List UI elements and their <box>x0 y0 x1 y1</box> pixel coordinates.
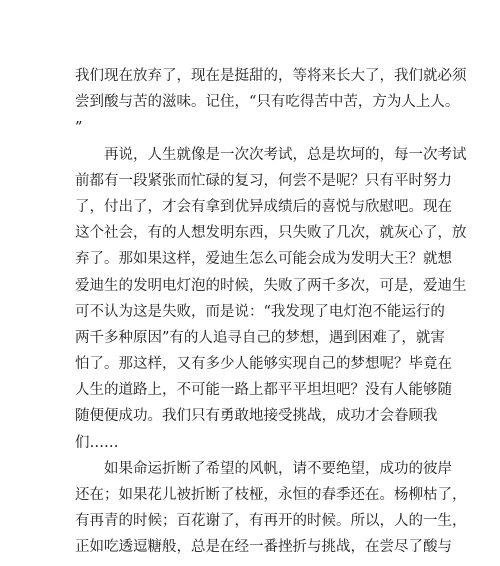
text-line: 爱迪生的发明电灯泡的时候，失败了两千多次，可是，爱迪生 <box>75 277 467 294</box>
text-line: 人生的道路上，不可能一路上都平平坦坦吧？没有人能够随 <box>75 382 452 399</box>
text-line: 可不认为这是失败，而是说：“我发现了电灯泡不能运行的 <box>75 303 445 320</box>
text-line: 随便便成功。我们只有勇敢地接受挑战，成功才会眷顾我 <box>75 408 438 425</box>
text-line: 如果命运折断了希望的风帆，请不要绝望，成功的彼岸 <box>104 460 452 477</box>
text-line: ” <box>75 120 83 137</box>
text-line: 还在；如果花儿被折断了枝桠，永恒的春季还在。杨柳枯了， <box>75 487 467 503</box>
text-line: 再说，人生就像是一次次考试，总是坎坷的，每一次考试 <box>104 146 467 163</box>
document-body <box>75 63 467 561</box>
text-line: 我们现在放弃了，现在是挺甜的，等将来长大了，我们就必须 <box>75 68 467 84</box>
text-line: 有再青的时候；百花谢了，有再开的时候。所以，人的一生， <box>75 513 467 530</box>
text-line: 了，付出了，才会有拿到优异成绩后的喜悦与欣慰吧。现在 <box>75 198 452 215</box>
text-line: 怕了。那这样，又有多少人能够实现自己的梦想呢？毕竟在 <box>75 356 452 373</box>
text-line: 前都有一段紧张而忙碌的复习，何尝不是呢？只有平时努力 <box>75 172 452 189</box>
text-line: 正如吃透逗糖般，总是在经一番挫折与挑战，在尝尽了酸与 <box>75 539 452 556</box>
paragraph-1 <box>75 63 467 142</box>
text-line: 这个社会，有的人想发明东西，只失败了几次，就灰心了，放 <box>75 225 467 242</box>
text-line: 们…… <box>75 434 119 451</box>
paragraph-3 <box>75 456 467 561</box>
text-line: 两千多种原因”有的人追寻自己的梦想，遇到困难了，就害 <box>75 329 445 346</box>
text-line: 弃了。那如果这样，爱迪生怎么可能会成为发明大王？就想 <box>75 251 452 268</box>
text-line: 尝到酸与苦的滋味。记住，“只有吃得苦中苦，方为人上人。 <box>75 94 460 111</box>
paragraph-2 <box>75 142 467 456</box>
